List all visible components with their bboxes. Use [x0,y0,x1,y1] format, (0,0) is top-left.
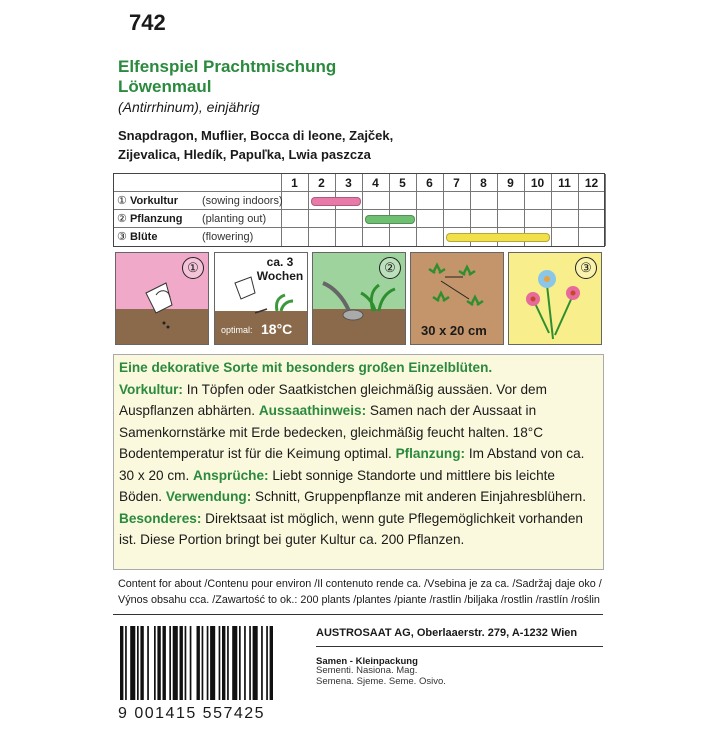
barcode-bar [125,626,127,700]
vorkultur-text: In Töpfen oder Saatkistchen gleichmäßig aussäen. Vor dem Auspflanzen abhärten. [119,381,547,418]
calendar-bar [365,215,415,224]
calendar-bar [446,233,550,242]
row-marker: ③ [117,231,127,243]
row-marker: ① [117,195,127,207]
month-label: 12 [584,176,599,190]
barcode-bar [202,626,204,700]
barcode-bar [253,626,258,700]
product-title: Elfenspiel Prachtmischung [118,57,337,76]
pflanzung-label: Pflanzung: [395,446,466,461]
barcode-bar [163,626,166,700]
besonderes-text: Direktsaat ist möglich, wenn gute Pflegemöglichkeit vorhanden ist. Diese Portion bringt bei guter Kultur ca. 200 Pflanzen. [119,510,583,547]
row-label: Pflanzung [129,213,183,225]
content-line: Content for about /Contenu pour environ /Il contenuto rende ca. /Vsebina je za ca. /Sadržaj daje oko / [118,578,602,590]
barcode-bar [185,626,187,700]
row-sub: (sowing indoors) [201,195,283,207]
barcode-bar [120,626,123,700]
barcode-bar [219,626,221,700]
barcode-bar [239,626,241,700]
row-label: Blüte [129,231,158,243]
barcode-bar [137,626,139,700]
barcode-bar [227,626,229,700]
barcode-bar [147,626,149,700]
names-line: Snapdragon, Muflier, Bocca di leone, Zajček, [118,128,394,143]
pictogram-sowing [115,252,209,345]
aussaat-text: Samen nach der Aussaat in Samenkornstärke mit Erde bedecken, gleichmäßig feucht halten. 18°C Bodentemperatur ist für die Keimung optimal. [119,403,544,461]
month-label: 9 [507,176,514,190]
aussaat-label: Aussaathinweis: [258,403,367,418]
row-vorkultur [117,194,283,207]
barcode-bar [266,626,268,700]
product-subtitle: Löwenmaul [118,77,212,96]
barcode-bar [180,626,183,700]
barcode-bar [207,626,209,700]
headline: Eine dekorative Sorte mit besonders großen Einzelblüten. [119,360,493,375]
barcode-bar [190,626,192,700]
divider [113,614,603,615]
barcode [112,626,302,716]
pictogram-flowering [508,252,602,345]
barcode-bar [197,626,200,700]
row-bluete [117,230,253,243]
vorkultur-label: Vorkultur: [119,381,183,397]
sowing-calendar [113,173,605,247]
pictogram-planting [312,252,406,345]
packaging-line: Semena. Sjeme. Seme. Osivo. [316,675,446,687]
barcode-bar [130,626,135,700]
pictogram-germination [214,252,308,345]
weeks-line: Wochen [256,269,304,283]
optimal-label: optimal: [221,325,253,335]
barcode-number: 9 001415 557425 [118,705,266,722]
barcode-bar [140,626,143,700]
packaging-line: Sementi. Nasiona. Mag. [316,665,418,676]
weeks-line: ca. 3 [266,255,294,269]
month-label: 7 [453,176,460,190]
latin-name: (Antirrhinum), einjährig [118,99,260,115]
month-label: 8 [480,176,487,190]
divider [316,646,603,647]
row-sub: (flowering) [201,231,254,243]
verwendung-text: Schnitt, Gruppenpflanze mit anderen Einjahresblühern. [251,489,586,504]
row-sub: (planting out) [201,213,267,225]
besonderes-label: Besonderes: [119,510,202,526]
pflanzung-text: Im Abstand von ca. 30 x 20 cm. [119,446,585,483]
barcode-bar [244,626,246,700]
barcode-bar [169,626,171,700]
optimal-temp: 18°C [261,321,293,337]
pictogram-spacing [410,252,504,345]
month-label: 1 [291,176,298,190]
barcode-bar [232,626,237,700]
names-line: Zijevalica, Hledík, Papuľka, Lwia paszcza [118,147,371,162]
ansprueche-label: Ansprüche: [193,467,269,483]
month-label: 10 [530,176,545,190]
barcode-bar [222,626,225,700]
company-address: AUSTROSAAT AG, Oberlaaerstr. 279, A-1232 Wien [316,627,578,639]
month-label: 2 [318,176,325,190]
content-note [118,576,608,608]
barcode-bar [249,626,251,700]
step-3-badge: ③ [575,257,597,279]
row-pflanzung [117,212,266,225]
weeks-label [255,255,305,283]
spacing-label: 30 x 20 cm [421,323,487,338]
content-line: Výnos obsahu cca. /Zawartość to ok.: 200 plants /plantes /piante /rastlin /biljaka /rostlin /rastlín /roślin [118,594,600,606]
ansprueche-text: Liebt sonnige Standorte und mittlere bis leichte Böden. [119,467,555,504]
barcode-bar [270,626,273,700]
packaging-lines [316,666,486,687]
step-2-badge: ② [379,257,401,279]
packaging-title: Samen - Kleinpackung [316,656,418,667]
barcode-bar [210,626,215,700]
step-1-badge: ① [182,257,204,279]
product-number: 742 [129,10,166,35]
common-names [118,126,393,164]
month-label: 5 [399,176,406,190]
barcode-bar [261,626,263,700]
row-label: Vorkultur [129,195,179,207]
barcode-bar [173,626,178,700]
barcode-bar [157,626,160,700]
row-marker: ② [117,213,127,225]
month-label: 6 [426,176,433,190]
month-label: 3 [345,176,352,190]
barcode-bars [112,626,302,704]
growing-instructions [113,354,604,570]
month-label: 11 [558,176,571,190]
month-label: 4 [372,176,379,190]
verwendung-label: Verwendung: [165,489,252,504]
barcode-bar [154,626,156,700]
calendar-bar [311,197,361,206]
month-gridline [605,174,606,246]
